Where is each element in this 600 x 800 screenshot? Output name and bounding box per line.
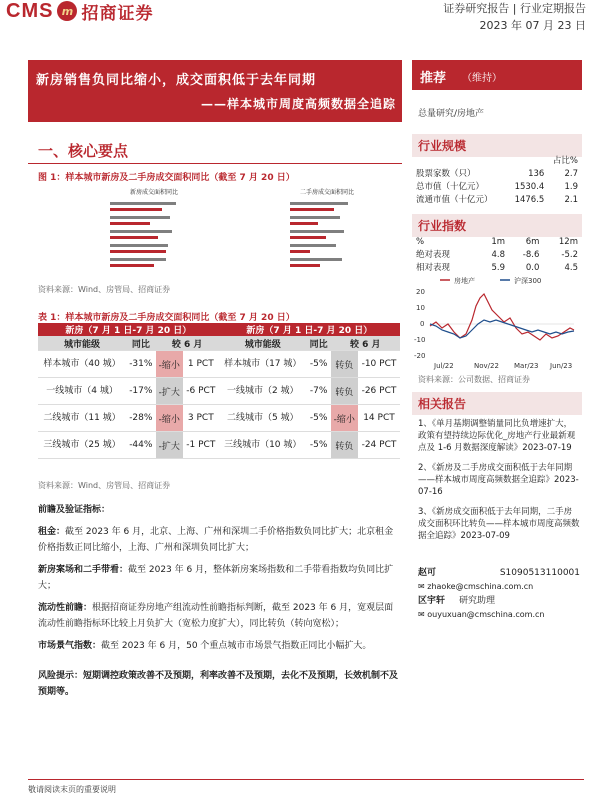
- analyst-role: 研究助理: [459, 596, 496, 606]
- risk-warning: 风险提示：短期调控政策改善不及预期，利率改善不及预期，去化不及预期，长效机制不及预期等。: [38, 671, 399, 697]
- industry-index-table: % 1m 6m 12m 绝对表现 4.8 -8.6 -5.2 相对表现 5.9 0.0 4.5: [416, 237, 578, 273]
- report-type: 证券研究报告 | 行业定期报告: [443, 2, 586, 15]
- x-tick: Nov/22: [474, 362, 499, 370]
- intro-heading: 前瞻及验证指标：: [38, 505, 111, 515]
- analyst-name: 区宇轩: [418, 596, 446, 606]
- related-report-item[interactable]: 3、《新房成交面积低于去年同期，二手房成交面积环比转负——样本城市周度高频数据全追踪》2023-07-09: [418, 507, 580, 541]
- x-tick: Mar/23: [514, 362, 539, 370]
- table-row: 样本城市（40 城） -31% -缩小 1 PCT 样本城市（17 城） -5% 转负 -10 PCT: [38, 351, 400, 378]
- section-heading: 一、核心要点: [38, 142, 129, 160]
- table-row: 相对表现 5.9 0.0 4.5: [416, 263, 578, 273]
- rating-label: 推荐: [420, 71, 447, 86]
- footer-note: 敬请阅读末页的重要说明: [28, 785, 116, 794]
- y-tick: 20: [416, 288, 425, 296]
- right-chart-title: 二手房成交面积同比: [300, 189, 355, 196]
- liquidity-paragraph: 根据招商证券房地产组流动性前瞻指标判断，截至 2023 年 6 月，宽观层面流动性前瞻指标环比较上月负扩大（宽松力度扩大），同比转负（转向宽松）；: [38, 603, 394, 629]
- report-meta: [443, 0, 586, 34]
- footer-divider: [28, 779, 584, 780]
- figure-source: 资料来源：Wind、房管局、招商证券: [38, 285, 171, 294]
- industry-index-heading: 行业指数: [412, 214, 582, 237]
- y-tick: 10: [416, 304, 425, 312]
- y-tick: -20: [414, 352, 426, 360]
- index-source: 资料来源：公司数据、招商证券: [418, 375, 530, 384]
- rating-value: （维持）: [462, 73, 502, 84]
- analyst-email[interactable]: ✉ zhaoke@cmschina.com.cn: [418, 582, 534, 591]
- table-caption: 表 1：样本城市新房及二手房成交面积同比（截至 7 月 20 日）: [38, 313, 295, 323]
- legend-realestate: 房地产: [454, 277, 475, 285]
- table-row: 总市值（十亿元） 1530.4 1.9: [416, 182, 578, 192]
- report-title: 新房销售负同比缩小，成交面积低于去年同期: [36, 73, 317, 88]
- table-row: 绝对表现 4.8 -8.6 -5.2: [416, 250, 578, 260]
- analyst-email[interactable]: ✉ ouyuxuan@cmschina.com.cn: [418, 610, 545, 619]
- figure-1-charts: [38, 184, 400, 278]
- body-text: 前瞻及验证指标： 租金：截至 2023 年 6 月，北京、上海、广州和深圳二手价格指数负同比扩大；北京租金价格指数正同比缩小，上海、广州和深圳负同比扩大； 新房案场和二手带看：截至 2023 年 6 月，整体新房案场指数和二手带看指数均负同比扩大； 流动性前瞻：根据招商证券房地产组流动性前瞻指标判断，截至 2023 年 6 月，宽观层面流动性前瞻指标环比较上月负扩大（宽松力度扩大），同比转负（转向宽松）； 市场景气指数：截至 2023 年 6 月，50 个重点城市市场景气指数正同比小幅扩大。 风险提示：短期调控政策改善不及预期，利率改善不及预期，去化不及预期，长效机制不及预期等。: [38, 502, 400, 700]
- analyst-cert: S1090513110001: [499, 568, 580, 578]
- rent-paragraph: 截至 2023 年 6 月，北京、上海、广州和深圳二手价格指数负同比扩大；北京租金价格指数正同比缩小，上海、广州和深圳负同比扩大；: [38, 527, 394, 553]
- legend-hs300: 沪深300: [514, 277, 542, 285]
- logo-text-en: CMS: [6, 0, 54, 22]
- right-bars: [290, 202, 348, 267]
- sentiment-paragraph: 截至 2023 年 6 月，50 个重点城市市场景气指数正同比小幅扩大。: [101, 641, 372, 651]
- x-tick: Jul/22: [434, 362, 454, 370]
- city-yoy-table: 新房（7 月 1 日-7 月 20 日） 新房（7 月 1 日-7 月 20 日） 城市能级 同比 较 6 月 城市能级 同比 较 6 月 样本城市（40 城） -31% -缩小 1 PCT 样本城市（17 城） -5% 转负 -10 PCT 一线城市（4 城） -17% -扩大 -6 PCT 一线城市（2 城） -7% 转负 -26 PCT 二线城市（11 城） -28% -缩小 3 PCT 二线城市（5 城） -5% -缩小 14 PCT 三线城市（25 城） -44% -扩大 -1 PCT 三线城市（10 城） -5% 转负 -24 PCT: [38, 323, 400, 459]
- company-logo: [6, 0, 153, 22]
- report-date: 2023 年 07 月 23 日: [479, 19, 586, 32]
- table-header-left: 新房（7 月 1 日-7 月 20 日）: [38, 323, 219, 336]
- y-tick: 0: [420, 320, 425, 328]
- rating-banner: [412, 60, 582, 90]
- table-row: 流通市值（十亿元） 1476.5 2.1: [416, 195, 578, 205]
- table-header-right: 新房（7 月 1 日-7 月 20 日）: [219, 323, 400, 336]
- x-tick: Jun/23: [550, 362, 573, 370]
- related-reports-heading: 相关报告: [412, 392, 582, 415]
- table-row: 股票家数（只） 136 2.7: [416, 169, 578, 179]
- title-banner: [28, 60, 402, 122]
- logo-badge-icon: m: [57, 1, 77, 21]
- table-row: 三线城市（25 城） -44% -扩大 -1 PCT 三线城市（10 城） -5% 转负 -24 PCT: [38, 432, 400, 459]
- related-report-item[interactable]: 1、《单月基期调整销量同比负增速扩大，政策有望持续边际优化_房地产行业最新观点及 1-6 月数据深度解读》2023-07-19: [418, 419, 576, 453]
- industry-size-table: [414, 155, 580, 207]
- report-subtitle: ——样本城市周度高频数据全追踪: [200, 97, 396, 111]
- industry-size-heading: 行业规模: [412, 134, 582, 157]
- page-header: [0, 0, 600, 40]
- section-divider: [28, 163, 402, 164]
- analyst-name: 赵可: [418, 568, 437, 578]
- figure-caption: 图 1：样本城市新房及二手房成交面积同比（截至 7 月 20 日）: [38, 173, 295, 183]
- related-reports-list: [418, 418, 580, 542]
- table-row: 二线城市（11 城） -28% -缩小 3 PCT 二线城市（5 城） -5% -缩小 14 PCT: [38, 405, 400, 432]
- index-line-chart: [414, 276, 580, 370]
- related-report-item[interactable]: 2、《新房及二手房成交面积低于去年同期——样本城市周度高频数据全追踪》2023-07-16: [418, 463, 579, 497]
- table-row: 一线城市（4 城） -17% -扩大 -6 PCT 一线城市（2 城） -7% 转负 -26 PCT: [38, 378, 400, 405]
- left-bars: [110, 202, 176, 267]
- sales-paragraph: 截至 2023 年 6 月，整体新房案场指数和二手带看指数均负同比扩大；: [38, 565, 394, 591]
- logo-text-cn: 招商证券: [81, 3, 154, 24]
- left-chart-title: 新房成交面积同比: [130, 189, 179, 196]
- y-tick: -10: [414, 336, 426, 344]
- analyst-block: [418, 566, 580, 622]
- research-category: 总量研究/房地产: [418, 109, 485, 119]
- share-col-header: 占比%: [552, 156, 578, 166]
- table-source: 资料来源：Wind、房管局、招商证券: [38, 481, 171, 490]
